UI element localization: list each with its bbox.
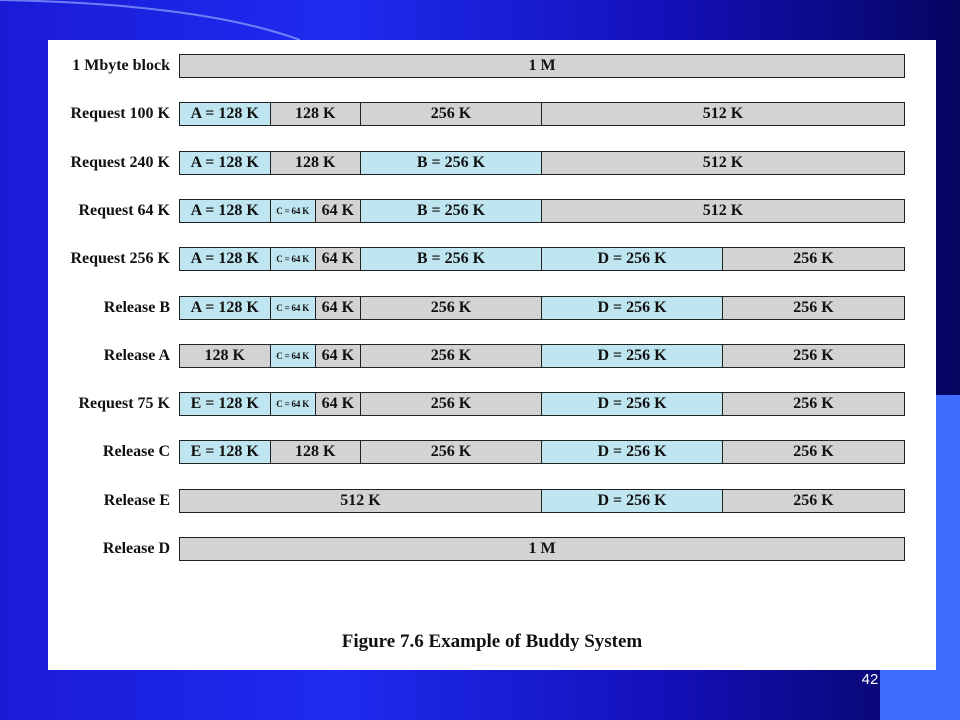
memory-bar <box>179 537 905 561</box>
allocated-block: C = 64 K <box>271 345 316 367</box>
free-block: 256 K <box>723 297 904 319</box>
allocation-row <box>48 101 936 127</box>
free-block: 128 K <box>271 441 362 463</box>
memory-bar <box>179 296 905 320</box>
free-block: 256 K <box>361 345 542 367</box>
allocated-block: B = 256 K <box>361 200 542 222</box>
allocated-block: D = 256 K <box>542 345 723 367</box>
allocation-row <box>48 198 936 224</box>
memory-bar <box>179 247 905 271</box>
allocated-block: C = 64 K <box>271 297 316 319</box>
row-label: Release A <box>103 346 170 364</box>
free-block: 64 K <box>316 393 361 415</box>
row-label: Request 64 K <box>78 201 170 219</box>
free-block: 512 K <box>542 200 904 222</box>
free-block: 64 K <box>316 200 361 222</box>
memory-bar <box>179 489 905 513</box>
row-label: Request 256 K <box>70 250 170 268</box>
allocated-block: B = 256 K <box>361 152 542 174</box>
row-label: Release C <box>102 443 170 461</box>
allocation-row <box>48 536 936 562</box>
allocated-block: B = 256 K <box>361 248 542 270</box>
allocated-block: D = 256 K <box>542 248 723 270</box>
allocation-row <box>48 246 936 272</box>
row-label: Request 75 K <box>78 395 170 413</box>
free-block: 1 M <box>180 55 904 77</box>
allocated-block: D = 256 K <box>542 393 723 415</box>
free-block: 512 K <box>180 490 542 512</box>
allocation-row <box>48 295 936 321</box>
memory-bar <box>179 102 905 126</box>
free-block: 256 K <box>723 345 904 367</box>
figure-caption: Figure 7.6 Example of Buddy System <box>341 631 643 652</box>
free-block: 256 K <box>361 103 542 125</box>
allocation-row <box>48 53 936 79</box>
free-block: 256 K <box>723 393 904 415</box>
allocated-block: A = 128 K <box>180 297 271 319</box>
free-block: 512 K <box>542 103 904 125</box>
row-label: Release D <box>102 540 170 557</box>
allocated-block: C = 64 K <box>271 200 316 222</box>
allocation-row <box>48 488 936 514</box>
memory-bar <box>179 392 905 416</box>
allocation-row <box>48 439 936 465</box>
allocated-block: E = 128 K <box>180 441 271 463</box>
free-block: 512 K <box>542 152 904 174</box>
allocated-block: D = 256 K <box>542 490 723 512</box>
free-block: 256 K <box>361 393 542 415</box>
allocated-block: A = 128 K <box>180 248 271 270</box>
free-block: 1 M <box>180 538 904 560</box>
free-block: 256 K <box>723 248 904 270</box>
row-label: 1 Mbyte block <box>72 57 170 74</box>
row-label: Release E <box>103 491 170 509</box>
free-block: 256 K <box>361 441 542 463</box>
free-block: 256 K <box>361 297 542 319</box>
buddy-system-figure <box>48 40 936 670</box>
row-label: Request 240 K <box>70 153 170 171</box>
allocation-row <box>48 391 936 417</box>
free-block: 128 K <box>271 152 362 174</box>
free-block: 128 K <box>180 345 271 367</box>
free-block: 128 K <box>271 103 362 125</box>
free-block: 256 K <box>723 490 904 512</box>
allocated-block: A = 128 K <box>180 200 271 222</box>
memory-bar <box>179 344 905 368</box>
row-label: Release B <box>103 298 170 316</box>
slide-number: 42 <box>861 671 879 688</box>
free-block: 64 K <box>316 248 361 270</box>
allocation-row <box>48 150 936 176</box>
allocated-block: D = 256 K <box>542 297 723 319</box>
allocated-block: C = 64 K <box>271 393 316 415</box>
memory-bar <box>179 199 905 223</box>
memory-bar <box>179 54 905 78</box>
allocated-block: A = 128 K <box>180 152 271 174</box>
slide-swoosh-decoration <box>0 0 960 40</box>
allocated-block: E = 128 K <box>180 393 271 415</box>
free-block: 256 K <box>723 441 904 463</box>
free-block: 64 K <box>316 297 361 319</box>
memory-bar <box>179 151 905 175</box>
row-label: Request 100 K <box>70 105 170 123</box>
free-block: 64 K <box>316 345 361 367</box>
allocated-block: D = 256 K <box>542 441 723 463</box>
allocated-block: C = 64 K <box>271 248 316 270</box>
memory-bar <box>179 440 905 464</box>
allocated-block: A = 128 K <box>180 103 271 125</box>
allocation-row <box>48 343 936 369</box>
